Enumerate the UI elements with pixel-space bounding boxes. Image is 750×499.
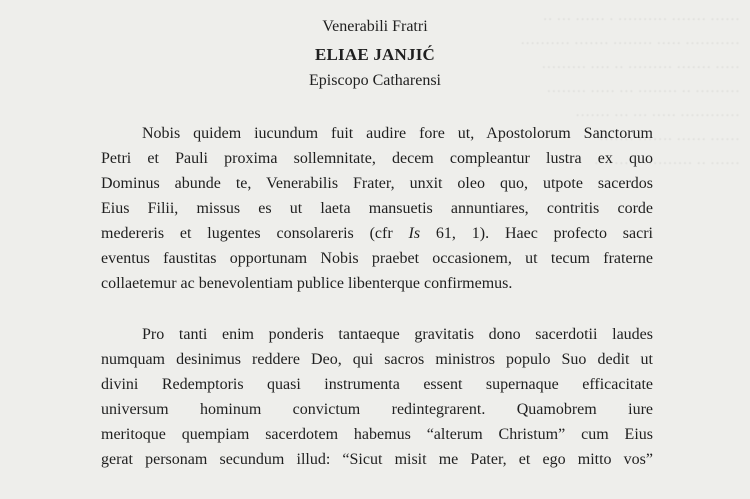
text-line: meritoque quempiam sacerdotem habemus “alterum Christum” cum Eius <box>101 426 653 443</box>
citation-book: Is <box>408 225 421 242</box>
text-line: Pro tanti enim ponderis tantaeque gravitatis dono sacerdotii laudes <box>142 326 653 343</box>
text-line: universum hominum convictum redintegrarent. Quamobrem iure <box>101 401 653 418</box>
recipient-name: ELIAE JANJIĆ <box>314 45 435 64</box>
text-line: divini Redemptoris quasi instrumenta essent supernaque efficacitate <box>101 376 653 393</box>
text-line: collaetemur ac benevolentiam publice libenterque confirmemus. <box>101 275 513 292</box>
paragraph-2 <box>101 322 653 472</box>
text-line: Eius Filii, missus es ut laeta mansuetis annuntiares, contritis corde <box>101 200 653 217</box>
text-line: eventus faustitas opportunam Nobis praebet occasionem, ut tecum fraterne <box>101 250 653 267</box>
salutation: Venerabili Fratri <box>322 18 428 35</box>
text-line: Nobis quidem iucundum fuit audire fore ut, Apostolorum Sanctorum <box>142 125 653 142</box>
recipient-title: Episcopo Catharensi <box>309 72 441 89</box>
text-line: Dominus abunde te, Venerabilis Frater, unxit oleo quo, utpote sacerdos <box>101 175 653 192</box>
text-line: Petri et Pauli proxima sollemnitate, decem compleantur lustra ex quo <box>101 150 653 167</box>
text-line: numquam desinimus reddere Deo, qui sacros ministros populo Suo dedit ut <box>101 351 653 368</box>
text-line: medereris et lugentes consolareris (cfr Is 61, 1). Haec profecto sacri <box>101 225 653 242</box>
paragraph-1 <box>101 121 653 296</box>
show-through-text: ·· ··· ······ · ·········· ······· ······ ·········· ······· ········ ····· ··········· ········· ···· ·· ········· ······· ····· ········ ····· ··· ········ ·· ········· ······· ··· ··· ····· ············ ······· ······· ······ ······ ········· ·········· ·· ······ <box>520 12 740 172</box>
text-line: gerat personam secundum illud: “Sicut misit me Pater, et ego mitto vos” <box>101 451 653 468</box>
